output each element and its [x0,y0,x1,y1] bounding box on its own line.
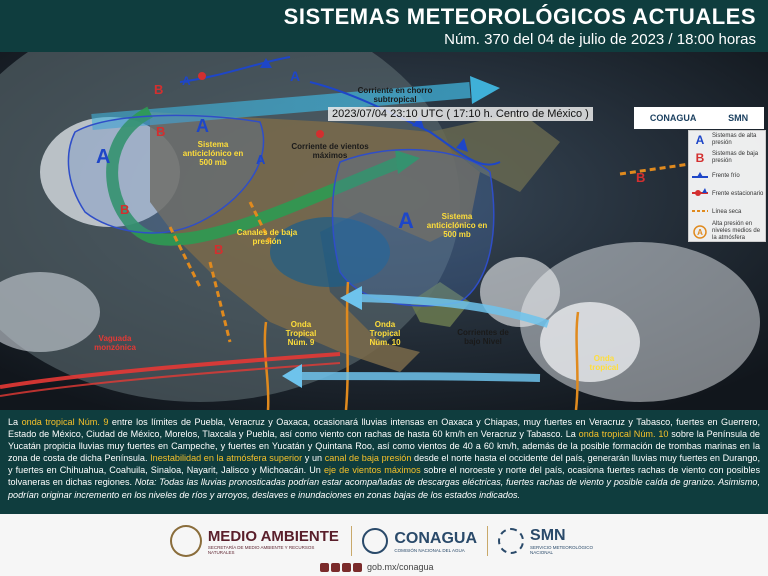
legend-row-stationary-front [691,187,764,201]
bulletin-segment: sobre el noroeste y norte del país, ocasiona fuertes rachas de viento con posibles tolvaneras en dichas regiones. [8,465,760,488]
legend-label: Línea seca [712,208,742,215]
low-pressure-center: B [214,242,224,257]
smn-emblem-icon [498,528,524,554]
header [0,0,768,52]
label-monsoon-trough: Vaguada monzónica [94,334,136,352]
smn-subtitle: SERVICIO METEOROLÓGICO NACIONAL [530,545,593,555]
image-timestamp: 2023/07/04 23:10 UTC ( 17:10 h. Centro de México ) [328,107,593,121]
smn-logo [498,527,600,555]
conagua-logo [362,528,477,554]
high-pressure-center: A [96,146,111,168]
legend-label: Frente estacionario [712,190,764,197]
high-pressure-center: A [290,68,301,84]
label-jet-stream: Corriente en chorro subtropical [357,86,433,104]
high-pressure-center: A [398,208,414,233]
bulletin-highlight: Inestabilidad en la atmósfera superior [150,453,303,464]
label-low-level-currents: Corrientes de bajo Nivel [457,328,509,346]
footer [0,514,768,576]
medio-ambiente-title: MEDIO AMBIENTE [207,527,339,545]
mid-level-high-icon [691,225,709,239]
weather-map [0,52,768,410]
low-level-current [300,376,540,378]
map-legend [688,130,766,242]
map-canvas [0,52,768,410]
stationary-front-dot [198,72,206,80]
facebook-icon[interactable] [320,563,329,572]
high-pressure-center: A [196,116,209,136]
smn-title: SMN [530,527,566,544]
label-troughs: Canales de baja presión [236,228,298,246]
smn-logo-text: SMN [728,113,749,123]
conagua-emblem-icon [362,528,388,554]
legend-label: Sistemas de alta presión [712,133,757,146]
low-pressure-icon: B [695,151,705,165]
legend-row-high [691,133,764,147]
legend-row-cold-front [691,169,764,183]
label-max-winds: Corriente de vientos máximos [291,142,369,160]
legend-label: Alta presión en niveles medios de la atmósfera [712,221,761,241]
label-anticyclone-east: Sistema anticiclónico en 500 mb [426,212,488,239]
legend-row-low [691,151,764,165]
national-emblem-icon [170,525,202,557]
legend-row-mid-high [691,221,764,242]
bulletin-segment: y un [302,453,325,464]
bulletin-segment: entre los límites de Puebla, Veracruz y Oaxaca, ocasionará lluvias intensas en Oaxaca y Chiapas, muy fuertes en Veracruz y Tabasco, fuertes en Guerrero, Estado de México, Ciudad de México, Morelos, Tlaxcala y Puebla, así como viento con rachas de hasta 60 km/h en Veracruz y Tabasco. La [8,417,760,440]
bulletin-highlight: onda tropical Núm. 9 [21,417,109,427]
conagua-logo-text: CONAGUA [649,113,697,123]
legend-label: Sistemas de baja presión [712,151,759,164]
high-pressure-center: A [256,152,266,167]
conagua-subtitle: COMISIÓN NACIONAL DEL AGUA [394,547,465,553]
page-subtitle: Núm. 370 del 04 de julio de 2023 / 18:00 horas [444,31,756,48]
high-pressure-icon: A [695,133,705,147]
low-pressure-center: B [120,202,130,217]
bulletin-segment: sobre la Península de Yucatán propicia lluvias muy fuertes en Campeche, y fuertes en Yucatán y Quintana Roo, así como vientos de 40 a 60 km/h, además de la posible formación de trombas marinas en la zona de costa de dicha Península. [8,429,760,464]
map-logo-box [634,107,764,129]
tropical-wave-east [576,312,578,410]
footer-logos [170,524,600,558]
website-link[interactable]: gob.mx/conagua [367,562,434,572]
low-pressure-center: B [154,82,164,97]
bulletin-text [0,410,768,514]
footer-divider [487,526,488,556]
stationary-front-dot [316,130,324,138]
legend-row-dry-line [691,205,764,219]
cold-front-icon [691,169,709,183]
bulletin-highlight: eje de vientos máximos [323,465,421,476]
label-tropical-wave-10: Onda Tropical Núm. 10 [369,320,401,347]
stationary-front-icon [691,187,709,201]
label-anticyclone-west: Sistema anticiclónico en 500 mb [182,140,244,167]
page-title: SISTEMAS METEOROLÓGICOS ACTUALES [283,4,756,29]
svg-text:A: A [697,227,703,237]
instagram-icon[interactable] [353,563,362,572]
low-pressure-center: B [636,170,646,185]
bulletin-segment: La [8,417,22,427]
legend-label: Frente frío [712,172,740,179]
bulletin-note: Nota: Todas las lluvias pronosticadas podrían estar acompañadas de descargas eléctricas, fuertes rachas de viento y posible caída de granizo. Asimismo, podrían originar incremento en los niveles de ríos y arroyos, deslaves e inundaciones en zonas bajas de los estados indicados. [8,477,760,500]
social-links [320,562,434,572]
label-tropical-wave-9: Onda Tropical Núm. 9 [285,320,317,347]
conagua-title: CONAGUA [394,529,478,547]
medio-ambiente-logo [170,525,341,557]
bulletin-highlight: canal de baja presión [324,453,412,464]
bulletin-segment: desde el norte hasta el occidente del país, generarán lluvias muy fuertes en Durango, y fuertes en Chihuahua, Coahuila, Sinaloa, Nayarit, Jalisco y Michoacán. Un [8,453,761,476]
medio-ambiente-subtitle: SECRETARÍA DE MEDIO AMBIENTE Y RECURSOS NATURALES [207,544,315,555]
low-pressure-center: B [156,124,166,139]
twitter-icon[interactable] [331,563,340,572]
bulletin-highlight: onda tropical Núm. 10 [578,429,669,440]
dry-line-icon [691,205,709,219]
label-tropical-wave-east: Onda tropical [589,354,619,372]
footer-divider [351,526,352,556]
high-pressure-center: A [182,74,191,88]
youtube-icon[interactable] [342,563,351,572]
